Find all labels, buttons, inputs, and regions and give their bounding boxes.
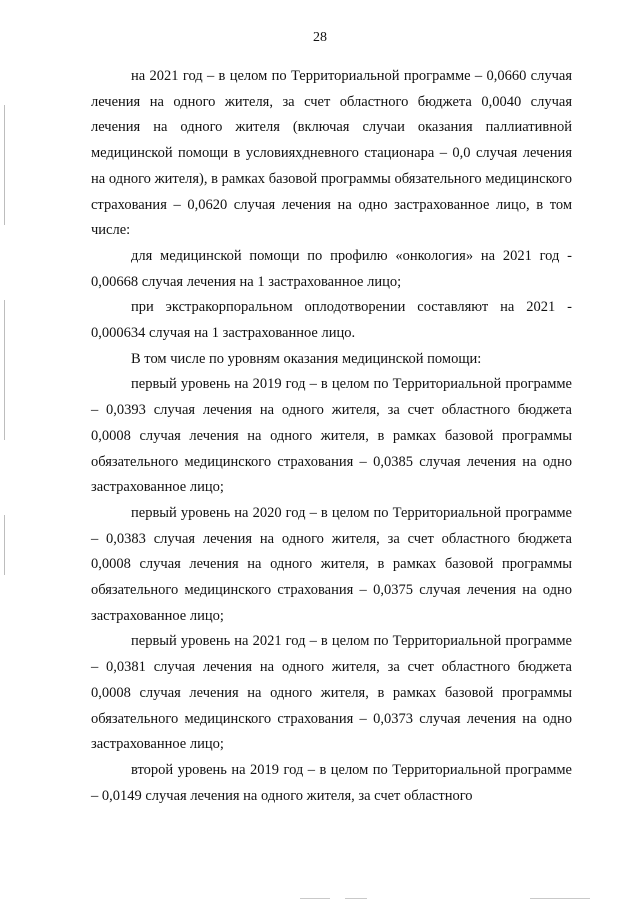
scan-bottom-mark — [300, 898, 330, 899]
scan-bottom-mark — [345, 898, 367, 899]
paragraph-levels-intro: В том числе по уровням оказания медицинской помощи: — [131, 350, 482, 367]
document-body — [91, 64, 572, 809]
paragraph-first-level-2019: первый уровень на 2019 год – в целом по Территориальной программе – 0,0393 случая лечения на одного жителя, за счет областного бюджета 0,0008 случая лечения на одного жителя, в рамках базовой программы обязательного медицинского страхования – 0,0385 случая лечения на одно застрахованное лицо; — [91, 376, 572, 496]
paragraph-first-level-2021: первый уровень на 2021 год – в целом по Территориальной программе – 0,0381 случая лечения на одного жителя, за счет областного бюджета 0,0008 случая лечения на одного жителя, в рамках базовой программы обязательного медицинского страхования – 0,0373 случая лечения на одно застрахованное лицо; — [91, 633, 572, 753]
paragraph-oncology: для медицинской помощи по профилю «онкология» на 2021 год - 0,00668 случая лечения на 1 застрахованное лицо; — [91, 247, 572, 290]
scan-edge-mark — [4, 515, 5, 575]
scan-bottom-mark — [530, 898, 590, 899]
paragraph-first-level-2020: первый уровень на 2020 год – в целом по Территориальной программе – 0,0383 случая лечения на одного жителя, за счет областного бюджета 0,0008 случая лечения на одного жителя, в рамках базовой программы обязательного медицинского страхования – 0,0375 случая лечения на одно застрахованное лицо; — [91, 504, 572, 624]
paragraph-2021-total: на 2021 год – в целом по Территориальной программе – 0,0660 случая лечения на одного жителя, за счет областного бюджета 0,0040 случая лечения на одного жителя (включая случаи оказания паллиативной медицинской помощи в условияхдневного стационара – 0,0 случая лечения на одного жителя), в рамках базовой программы обязательного медицинского страхования – 0,0620 случая лечения на одно застрахованное лицо, в том числе: — [91, 68, 572, 239]
scan-edge-mark — [4, 105, 5, 225]
page-number: 28 — [313, 30, 327, 45]
paragraph-ivf: при экстракорпоральном оплодотворении составляют на 2021 - 0,000634 случая на 1 застрахованное лицо. — [91, 299, 572, 342]
scan-edge-mark — [4, 300, 5, 440]
paragraph-second-level-2019: второй уровень на 2019 год – в целом по Территориальной программе – 0,0149 случая лечения на одного жителя, за счет областного — [91, 761, 572, 804]
